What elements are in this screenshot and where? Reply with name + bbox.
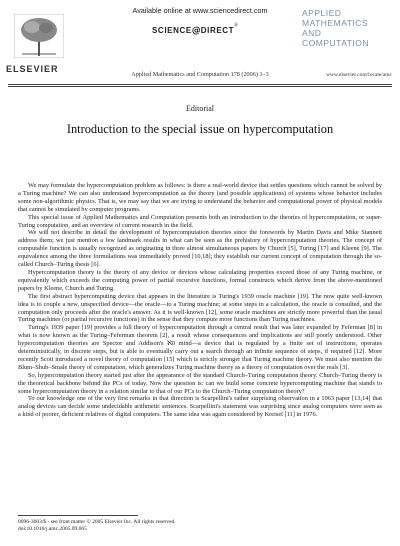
issn-line: 0096-3003/$ - see front matter © 2005 Elsevier Inc. All rights reserved. [18,519,176,525]
brand-line-1: APPLIED [302,8,342,18]
elsevier-logo [6,8,66,68]
article-footer [18,519,176,533]
paragraph: We will not describe in detail the development of hypercomputation theories since the forewords by Martin Davis and Mike Stannett address them; we just mention a few landmark results in what can be seen as the prehistory of hypercomputation theories. The concept of computable function is usually recognized as originating in three almost simultaneous papers by Church [5], Turing [17] and Kleene [9]. The equivalence among the three formulations was immediately proved [10,18]; they establish our current concept of computation through the so-called Church–Turing thesis [6]. [18,229,382,269]
footer-rule [18,515,138,516]
header-rule-bottom [8,86,392,87]
paragraph: So, hypercomputation theory started just after the appearance of the standard Church–Turing computation theory. Church–Turing theory is the theoretical backbone behind the PCs of today. Now the question is: can we build some concrete hypercomputing machine that stands to some hypercomputation theory in a relation similar to that of our PCs to the Church–Turing computation theory? [18,371,382,395]
elsevier-tree-icon [14,14,64,58]
doi-line: doi:10.1016/j.amc.2005.09.065 [18,526,87,532]
paragraph: To our knowledge one of the very first remarks in that direction is Scarpellini's rather surprising observation in a 1963 paper [13,14] that analog devices can decide some undecidable arithmetic sentences. Scarpellini's statement was surprising since analog computers were seen as a kind of poorer, deficient relatives of digital computers. The same idea was again considered by Kreisel [11] in 1976. [18,395,382,419]
sd-logo-right: DIRECT [200,26,235,35]
header-rule-top [8,84,392,85]
paragraph: The first abstract hypercomputing device that appears in the literature is Turing's 1939 oracle machine [19]. The now quite well-known idea is to couple a new, unspecified device—the oracle—to a Turing machine; at some steps in a calculation, the oracle is consulted, and the computation only proceeds after the oracle's answer. As it is well-known [12], some oracle machines are strictly more powerful than the usual Turing machines (or partial recursive functions) in the sense that they compute more functions than Turing machines. [18,292,382,324]
elsevier-wordmark: ELSEVIER [6,64,59,74]
section-label: Editorial [186,104,214,113]
article-title: Introduction to the special issue on hypercomputation [66,122,334,136]
sd-logo-left: SCIENCE [152,26,192,35]
paragraph: This special issue of Applied Mathematics and Computation presents both an introduction to the theories of hypercomputation, or super-Turing computation, and an overview of current research in the field. [18,213,382,229]
article-body [18,182,382,419]
sd-at-icon: @ [191,26,201,36]
available-online: Available online at www.sciencedirect.com [132,6,268,15]
paragraph: Hypercomputation theory is the theory of any device or devices whose calculating properties exceed those of any Turing machine, or equivalently which exceeds the computing power of partial recursive functions, formal constructs which derive from the above-mentioned papers by Kleene, Church and Turing. [18,268,382,292]
brand-line-2: MATHEMATICS [302,18,369,28]
trademark-icon: ® [234,23,238,29]
journal-url: www.elsevier.com/locate/amc [326,72,392,78]
brand-line-3: AND [302,28,322,38]
journal-reference: Applied Mathematics and Computation 178 (2006) 1–3 [131,71,269,78]
journal-header [0,0,400,95]
paragraph: Turing's 1939 paper [19] provides a full theory of hypercomputation through a central result that was later expanded by Feferman [8] in what is now known as the Turing–Feferman theorem [2], a result whose consequences and implications are still poorly understood. Other hypercomputation theories are Spector and Addison's ℵ0 mind—a device that is regulated by a finite set of instructions, operates deterministically, in discrete steps, but is able to eventually carry out a search through an infinite sequence of steps, if required [12]. More recently Scott introduced a novel theory of computation [15] which is strictly stronger that Turing machine theory. We must also mention the Blum–Shub–Smale theory of computation, which generalizes Turing machine theory as a theory of computation over the reals [3]. [18,324,382,371]
paragraph: We may formulate the hypercomputation problem as follows: is there a real-world device that settles questions which cannot be solved by a Turing machine? We can also understand hypercomputation as the theory (and possible applications) of systems whose behavior includes some non-algorithmic physics. That is, we may say that we are trying to understand the behavior and computational power of physical models that cannot be simulated by computer programs. [18,182,382,213]
journal-brand [302,8,392,48]
sciencedirect-logo [152,20,252,36]
brand-line-4: COMPUTATION [302,38,370,48]
